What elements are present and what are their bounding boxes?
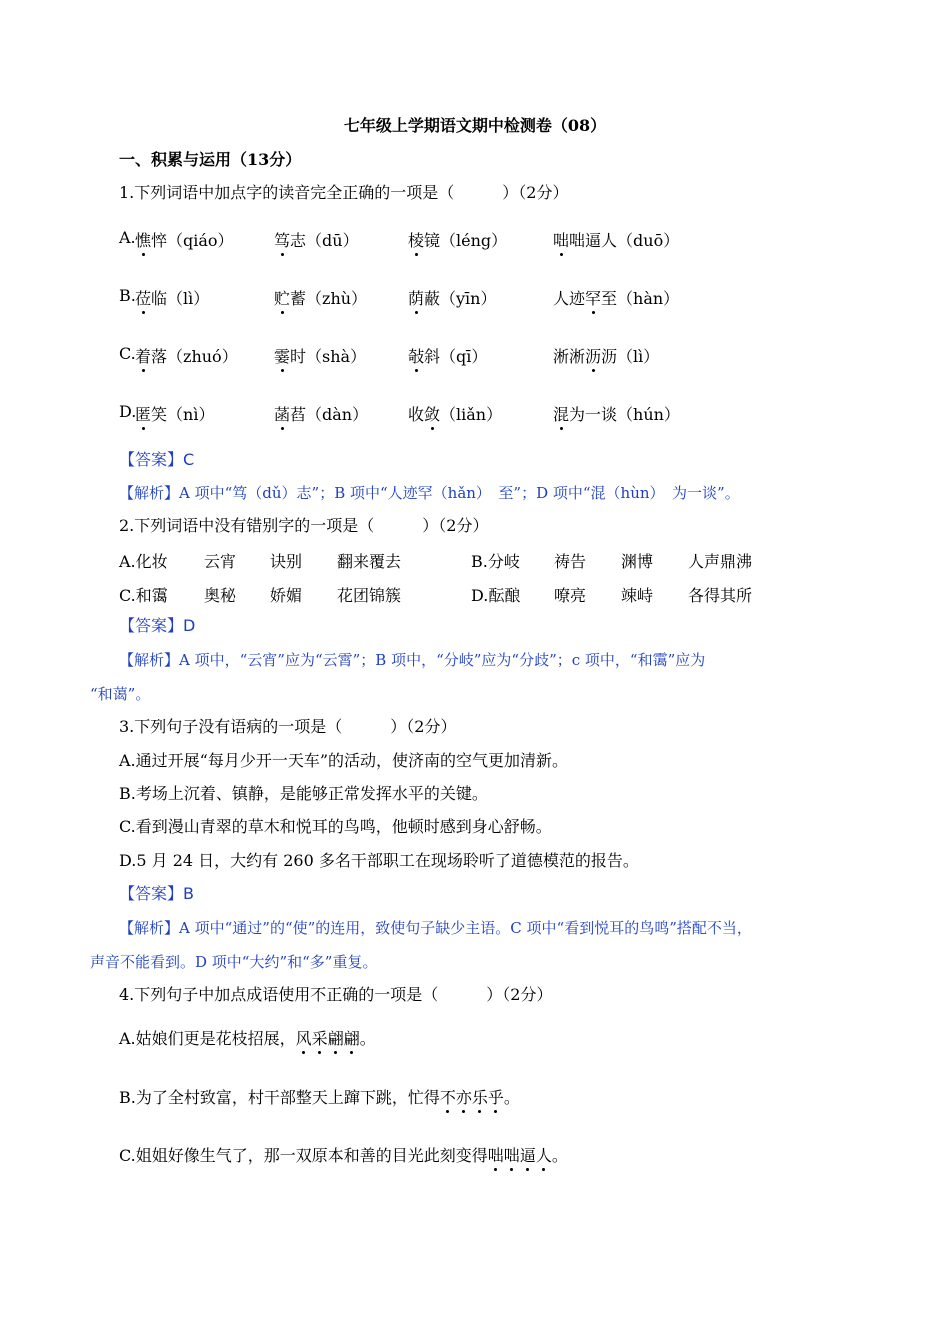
- word-text: 淅淅: [553, 347, 586, 366]
- option-word: [408, 344, 487, 367]
- word-text: 沥（lì）: [601, 347, 660, 366]
- question-2-stem: 2.下列词语中没有错别字的一项是（ ）（2分）: [119, 516, 489, 535]
- dotted-character: 棱: [408, 228, 424, 251]
- q2-word: A.化妆: [119, 552, 168, 571]
- word-text: 斜（qī）: [424, 347, 488, 366]
- dotted-character: 霎: [274, 344, 290, 367]
- word-text: 人迹: [553, 289, 586, 308]
- option-text: B.为了全村致富，村干部整天上蹿下跳，忙得: [119, 1088, 440, 1107]
- option-label: A.: [119, 228, 136, 247]
- option-word: [408, 402, 502, 425]
- dotted-character: 莅: [135, 286, 151, 309]
- word-text: 临（lì）: [151, 289, 210, 308]
- q2-word: 嘹亮: [554, 586, 587, 605]
- dotted-character: 风: [295, 1029, 312, 1048]
- dotted-character: 乐: [471, 1088, 488, 1107]
- question-3-option-d: D.5 月 24 日，大约有 260 多名干部职工在现场聆听了道德模范的报告。: [119, 851, 639, 870]
- question-3-option-a: A.通过开展“每月少开一天车”的活动，使济南的空气更加清新。: [119, 751, 569, 770]
- option-label: D.: [119, 402, 137, 421]
- option-text: 。: [503, 1088, 520, 1107]
- dotted-character: 咄: [553, 228, 569, 251]
- dotted-character: 贮: [274, 286, 290, 309]
- analysis-2: 【解析】A 项中，“云宵”应为“云霄”；B 项中，“分岐”应为“分歧”；c 项中，“和霭”应为: [119, 651, 706, 669]
- option-text: C.姐姐好像生气了，那一双原本和善的目光此刻变得: [119, 1146, 488, 1165]
- dotted-character: 逼: [519, 1146, 536, 1165]
- document-title: 七年级上学期语文期中检测卷（08）: [343, 116, 607, 135]
- option-word: [408, 286, 496, 309]
- word-text: 为一谈（hún）: [569, 405, 680, 424]
- q2-word: 奥秘: [204, 586, 237, 605]
- q2-word: 竦峙: [621, 586, 654, 605]
- option-word: [274, 402, 368, 425]
- option-word: [274, 286, 367, 309]
- option-text: 。: [359, 1029, 376, 1048]
- question-3-option-b: B.考场上沉着、镇静，是能够正常发挥水平的关键。: [119, 784, 488, 803]
- option-word: [274, 344, 366, 367]
- dotted-character: 咄: [503, 1146, 520, 1165]
- dotted-character: 笃: [274, 228, 290, 251]
- word-text: 萏（dàn）: [290, 405, 369, 424]
- word-text: 至（hàn）: [601, 289, 680, 308]
- dotted-character: 混: [553, 402, 569, 425]
- option-word: [135, 228, 234, 251]
- q2-word: 祷告: [554, 552, 587, 571]
- dotted-character: 荫: [408, 286, 424, 309]
- word-text: 时（shà）: [290, 347, 367, 366]
- q2-word: 诀别: [270, 552, 303, 571]
- dotted-character: 人: [535, 1146, 552, 1165]
- section-heading: 一、积累与运用（13分）: [119, 150, 302, 169]
- q2-word: C.和霭: [119, 586, 168, 605]
- analysis-2-continued: “和蔼”。: [90, 685, 151, 703]
- word-text: 悴（qiáo）: [151, 231, 234, 250]
- word-text: 蓄（zhù）: [290, 289, 368, 308]
- word-text: 蔽（yīn）: [424, 289, 497, 308]
- q2-word: 人声鼎沸: [688, 552, 753, 571]
- dotted-character: 憔: [135, 228, 151, 251]
- q2-word: B.分岐: [471, 552, 520, 571]
- dotted-character: 敛: [424, 402, 440, 425]
- dotted-character: 采: [311, 1029, 328, 1048]
- word-text: 志（dū）: [290, 231, 359, 250]
- dotted-character: 沥: [585, 344, 601, 367]
- question-4-option: [119, 1029, 376, 1049]
- option-word: [408, 228, 507, 251]
- dotted-character: 不: [439, 1088, 456, 1107]
- analysis-3: 【解析】A 项中“通过”的“使”的连用，致使句子缺少主语。C 项中“看到悦耳的鸟鸣”搭配不当，: [119, 919, 752, 937]
- q2-word: D.酝酿: [471, 586, 521, 605]
- q2-word: 各得其所: [688, 586, 753, 605]
- dotted-character: 敧: [408, 344, 424, 367]
- q2-word: 花团锦簇: [337, 586, 402, 605]
- q2-word: 渊博: [621, 552, 654, 571]
- dotted-character: 着: [135, 344, 151, 367]
- option-word: [553, 286, 679, 309]
- word-text: 咄逼人（duō）: [569, 231, 680, 250]
- dotted-character: 翩: [343, 1029, 360, 1048]
- question-4-option: [119, 1146, 568, 1166]
- option-label: B.: [119, 286, 136, 305]
- option-word: [274, 228, 359, 251]
- dotted-character: 翩: [327, 1029, 344, 1048]
- q2-word: 云宵: [204, 552, 237, 571]
- dotted-character: 菡: [274, 402, 290, 425]
- answer-2: 【答案】D: [119, 616, 196, 635]
- question-3-option-c: C.看到漫山青翠的草木和悦耳的鸟鸣，他顿时感到身心舒畅。: [119, 817, 552, 836]
- option-word: [553, 344, 659, 367]
- word-text: 落（zhuó）: [151, 347, 238, 366]
- question-4-stem: 4.下列句子中加点成语使用不正确的一项是（ ）（2分）: [119, 985, 553, 1004]
- q2-word: 翻来覆去: [337, 552, 402, 571]
- dotted-character: 乎: [487, 1088, 504, 1107]
- answer-1: 【答案】C: [119, 450, 195, 469]
- option-word: [135, 344, 238, 367]
- dotted-character: 亦: [455, 1088, 472, 1107]
- analysis-1: 【解析】A 项中“笃（dǔ）志”；B 项中“人迹罕（hǎn） 至”；D 项中“混（hùn） 为一谈”。: [119, 484, 740, 502]
- option-text: 。: [551, 1146, 568, 1165]
- word-text: 收: [408, 405, 425, 424]
- option-word: [553, 402, 680, 425]
- analysis-3-continued: 声音不能看到。D 项中“大约”和“多”重复。: [90, 953, 378, 971]
- question-1-stem: 1.下列词语中加点字的读音完全正确的一项是（ ）（2分）: [119, 183, 569, 202]
- answer-3: 【答案】B: [119, 884, 194, 903]
- option-text: A.姑娘们更是花枝招展，: [119, 1029, 296, 1048]
- option-word: [135, 402, 214, 425]
- dotted-character: 匿: [135, 402, 151, 425]
- dotted-character: 罕: [585, 286, 601, 309]
- option-word: [553, 228, 679, 251]
- word-text: 镜（léng）: [424, 231, 508, 250]
- option-label: C.: [119, 344, 136, 363]
- q2-word: 娇媚: [270, 586, 303, 605]
- question-4-option: [119, 1088, 520, 1108]
- word-text: 笑（nì）: [151, 405, 215, 424]
- option-word: [135, 286, 209, 309]
- dotted-character: 咄: [487, 1146, 504, 1165]
- word-text: （liǎn）: [440, 405, 503, 424]
- question-3-stem: 3.下列句子没有语病的一项是（ ）（2分）: [119, 717, 457, 736]
